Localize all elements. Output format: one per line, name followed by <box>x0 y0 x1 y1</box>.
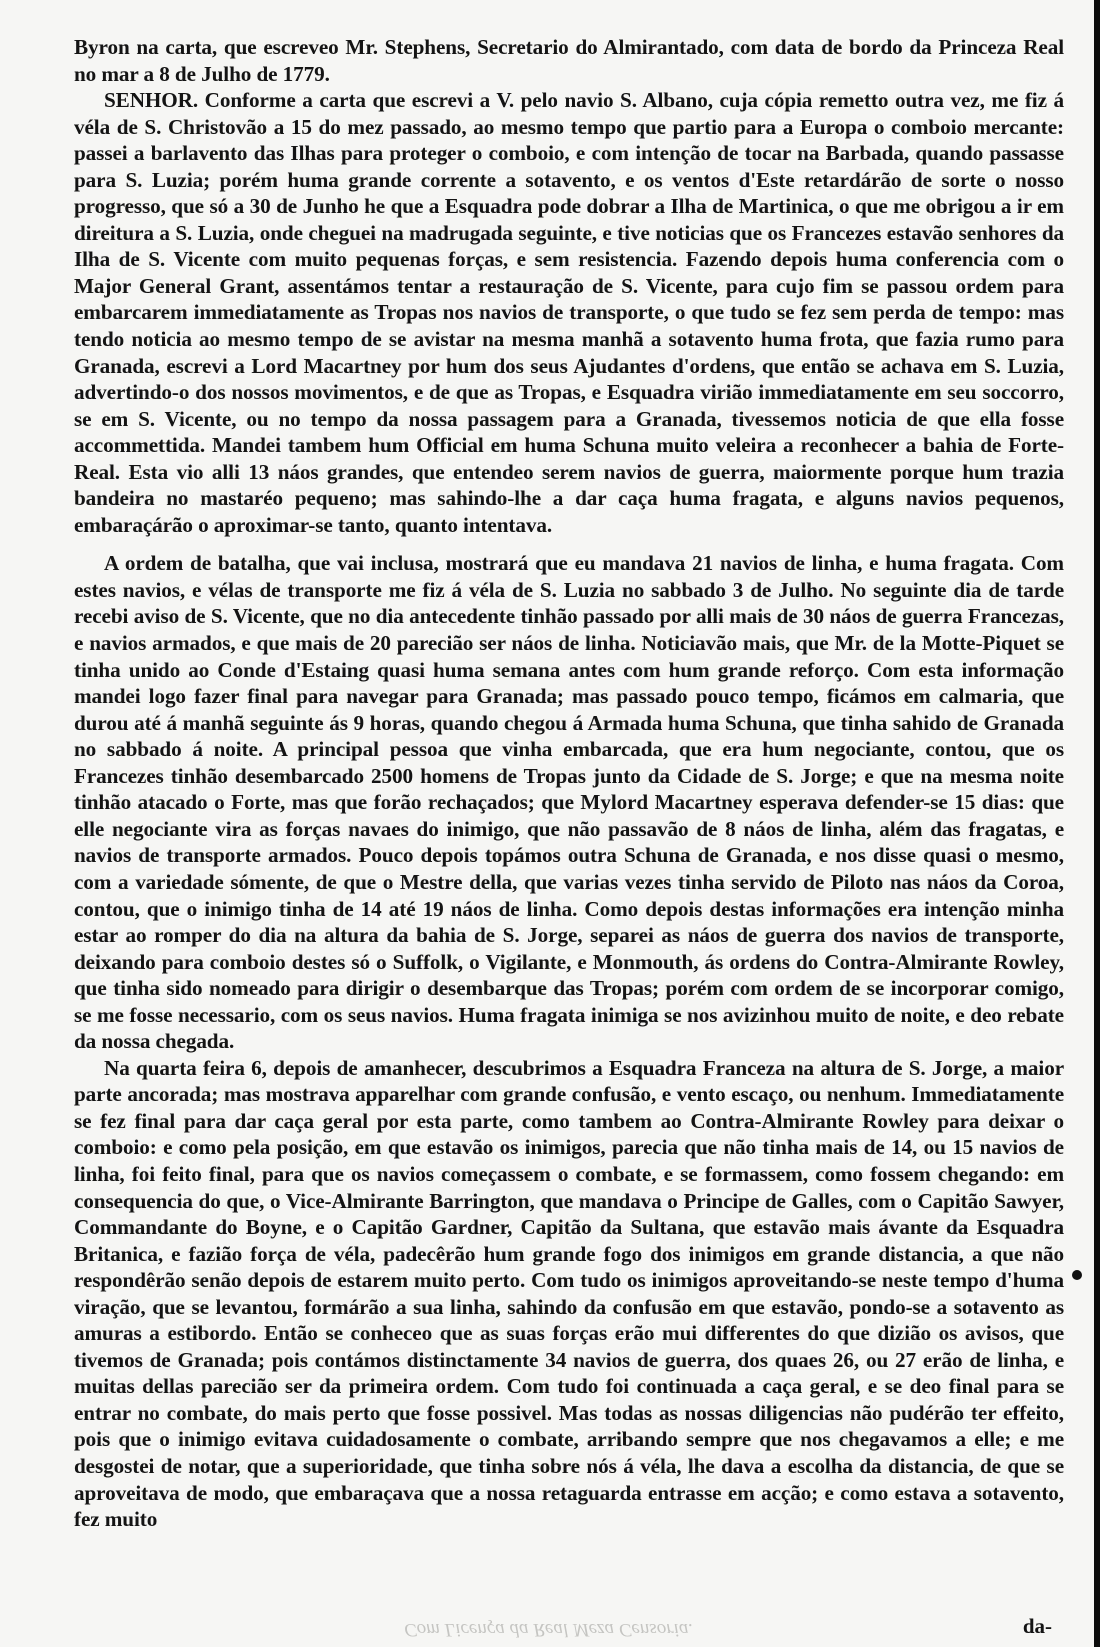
paragraph: Na quarta feira 6, depois de amanhecer, descubrimos a Esquadra Franceza na altura de S. Jorge, a maior parte ancorada; mas mostrava apparelhar com grande confusão, e vento escaço, ou nenhum. Immediatamente se fez final para dar caça geral por esta parte, como tambem ao Contra-Almirante Rowley para deixar o comboio: e como pela posição, em que estavão os inimigos, parecia que não tinha mais de 14, ou 15 navios de linha, foi feito final, para que os navios começassem o combate, e se formassem, como fossem chegando: em consequencia do que, o Vice-Almirante Barrington, que mandava o Principe de Galles, com o Capitão Sawyer, Commandante do Boyne, e o Capitão Gardner, Capitão da Sultana, que estavão mais ávante da Esquadra Britanica, e fazião força de véla, padecêrão hum grande fogo dos inimigos em grande distancia, a que não respondêrão senão depois de estarem muito perto. Com tudo os inimigos aproveitando-se neste tempo d'huma viração, que se levantou, formárão a sua linha, sahindo da confusão em que estavão, pondo-se a sotavento as amuras a estibordo. Então se conheceo que as suas forças erão mui differentes do que dizião os avisos, que tivemos de Granada; pois contámos distinctamente 34 navios de guerra, dos quaes 26, ou 27 erão de linha, e muitas dellas parecião ser da primeira ordem. Com tudo foi continuada a caça geral, e se deo final para se entrar no combate, do mais perto que fosse possivel. Mas todas as nossas diligencias não pudérão ter effeito, pois que o inimigo evitava cuidadosamente o combate, arribando sempre que nos chegavamos a elle; e me desgostei de notar, que a superioridade, que tinha sobre nós á véla, lhe dava a escolha da distancia, de que se aproveitava de modo, que embaraçava que a nossa retaguarda entrasse em acção; e como estava a sotavento, fez muito <box>74 1055 1064 1532</box>
bleed-through-text: Com Licença da Real Meza Censoria. <box>404 1619 694 1640</box>
paragraph: SENHOR. Conforme a carta que escrevi a V. pelo navio S. Albano, cuja cópia remetto outra vez, me fiz á véla de S. Christovão a 15 do mez passado, ao mesmo tempo que partio para a Europa o comboio mercante: passei a barlavento das Ilhas para proteger o comboio, e com intenção de tocar na Barbada, quando passasse para S. Luzia; porém huma grande corrente a sotavento, e os ventos d'Este retardárão de sorte o nosso progresso, que só a 30 de Junho he que a Esquadra pode dobrar a Ilha de Martinica, o que me obrigou a ir em direitura a S. Luzia, onde cheguei na madrugada seguinte, e tive noticias que os Francezes estavão senhores da Ilha de S. Vicente com muito pequenas forças, e sem resistencia. Fazendo depois huma conferencia com o Major General Grant, assentámos tentar a restauração de S. Vicente, para cujo fim se passou ordem para embarcarem immediatamente as Tropas nos navios de transporte, o que tudo se fez sem perda de tempo: mas tendo noticia ao mesmo tempo de se avistar na mesma manhã a sotavento huma frota, que fazia rumo para Granada, escrevi a Lord Macartney por hum dos seus Ajudantes d'ordens, que então se achava em S. Luzia, advertindo-o dos nossos movimentos, e de que as Tropas, e Esquadra virião immediatamente em seu soccorro, se em S. Vicente, ou no tempo da nossa passagem para a Granada, tivessemos noticia de que ella fosse accommettida. Mandei tambem hum Official em huma Schuna muito veleira a reconhecer a bahia de Forte-Real. Esta vio alli 13 náos grandes, que entendeo serem navios de guerra, maiormente porque hum trazia bandeira no mastaréo pequeno; mas sahindo-lhe a dar caça huma fragata, e alguns navios pequenos, embaraçárão o aproximar-se tanto, quanto intentava. <box>74 88 1064 537</box>
paragraph: A ordem de batalha, que vai inclusa, mostrará que eu mandava 21 navios de linha, e huma fragata. Com estes navios, e vélas de transporte me fiz á véla de S. Luzia no sabbado 3 de Julho. No seguinte dia de tarde recebi aviso de S. Vicente, que no dia antecedente tinhão passado por alli mais de 30 náos de guerra Francezas, e navios armados, e que mais de 20 parecião ser náos de linha. Noticiavão mais, que Mr. de la Motte-Piquet se tinha unido ao Conde d'Estaing quasi huma semana antes com hum grande reforço. Com esta informação mandei logo fazer final para navegar para Granada; mas passado pouco tempo, ficámos em calmaria, que durou até á manhã seguinte ás 9 horas, quando chegou á Armada huma Schuna, que tinha sahido de Granada no sabbado á noite. A principal pessoa que vinha embarcada, que era hum negociante, contou, que os Francezes tinhão desembarcado 2500 homens de Tropas junto da Cidade de S. Jorge; e que na mesma noite tinhão atacado o Forte, mas que forão rechaçados; que Mylord Macartney esperava defender-se 15 dias: que elle negociante vira as forças navaes do inimigo, que não passavão de 8 náos de linha, além das fragatas, e navios de transporte armados. Pouco depois topámos outra Schuna de Granada, e nos disse quasi o mesmo, com a variedade sómente, de que o Mestre della, que varias vezes tinha servido de Piloto nas náos da Coroa, contou, que o inimigo tinha de 14 até 19 náos de linha. Como depois destas informações era intenção minha estar ao romper do dia na altura da bahia de S. Jorge, separei as náos de guerra dos navios de transporte, deixando para comboio destes só o Suffolk, o Vigilante, e Monmouth, ás ordens do Contra-Almirante Rowley, que tinha sido nomeado para dirigir o desembarque das Tropas; porém com ordem de se incorporar comigo, se me fosse necessario, com os seus navios. Huma fragata inimiga se nos avizinhou muito de noite, e deo rebate da nossa chegada. <box>74 551 1064 1054</box>
letter-heading: Byron na carta, que escreveo Mr. Stephens, Secretario do Almirantado, com data de bordo da Princeza Real no mar a 8 de Julho de 1779. <box>74 35 1064 86</box>
body-text <box>74 34 1064 1533</box>
catchword: da- <box>1022 1614 1052 1638</box>
ink-spot <box>1072 1270 1082 1280</box>
page-footer <box>74 1614 1064 1644</box>
